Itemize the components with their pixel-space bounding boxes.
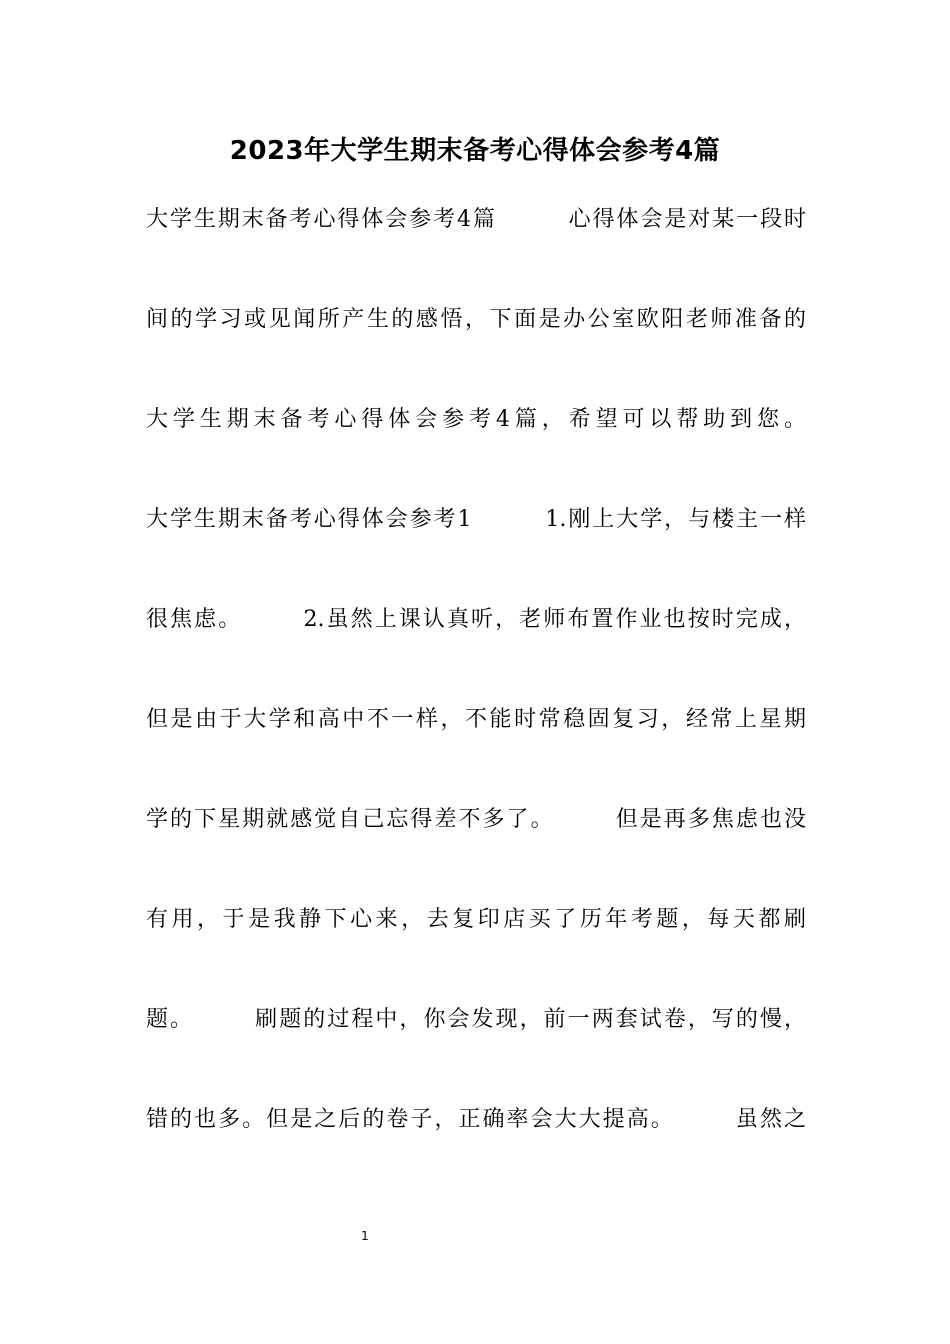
body-line: 但是由于大学和高中不一样，不能时常稳固复习，经常上星期 (146, 707, 806, 732)
body-line: 大学生期末备考心得体会参考4篇 心得体会是对某一段时 (146, 207, 806, 232)
body-line: 很焦虑。 2.虽然上课认真听，老师布置作业也按时完成， (146, 607, 806, 632)
body-line: 学的下星期就感觉自己忘得差不多了。 但是再多焦虑也没 (146, 807, 806, 832)
body-line: 大学生期末备考心得体会参考1 1.刚上大学，与楼主一样 (146, 507, 806, 532)
body-line: 题。 刷题的过程中，你会发现，前一两套试卷，写的慢， (146, 1007, 806, 1032)
body-line: 错的也多。但是之后的卷子，正确率会大大提高。 虽然之 (146, 1107, 806, 1132)
body-line: 间的学习或见闻所产生的感悟，下面是办公室欧阳老师准备的 (146, 307, 806, 332)
document-title: 2023年大学生期末备考心得体会参考4篇 (229, 136, 721, 166)
page-number: 1 (361, 1229, 369, 1243)
body-line: 大学生期末备考心得体会参考4篇，希望可以帮助到您。 (146, 407, 806, 432)
body-line: 有用，于是我静下心来，去复印店买了历年考题，每天都刷 (146, 907, 806, 932)
